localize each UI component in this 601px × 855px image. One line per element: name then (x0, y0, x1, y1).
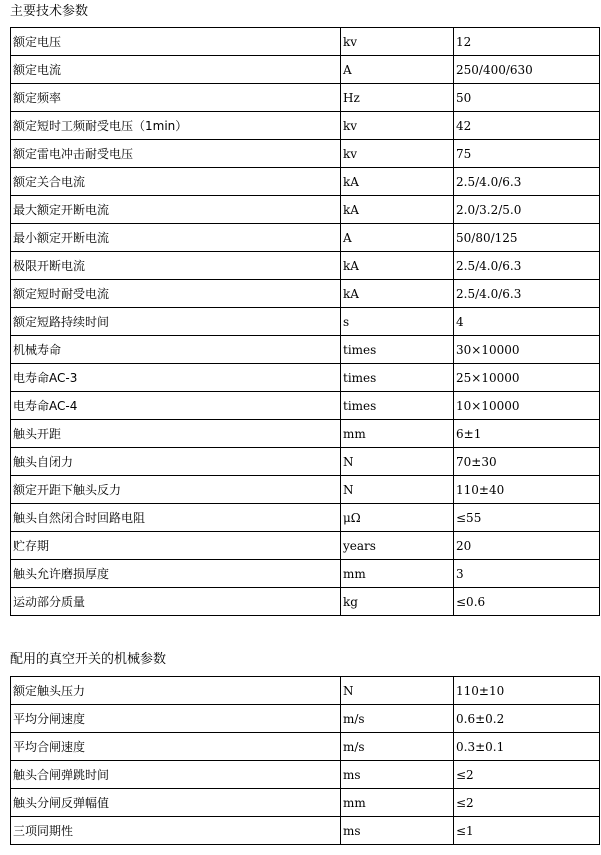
param-unit: times (341, 336, 454, 364)
param-name: 机械寿命 (11, 336, 341, 364)
param-unit: kA (341, 168, 454, 196)
param-value: 10×10000 (454, 392, 600, 420)
param-name: 电寿命AC-4 (11, 392, 341, 420)
param-unit: kg (341, 588, 454, 616)
param-name: 最小额定开断电流 (11, 224, 341, 252)
param-name: 触头自然闭合时回路电阻 (11, 504, 341, 532)
param-name: 最大额定开断电流 (11, 196, 341, 224)
param-value: 2.5/4.0/6.3 (454, 280, 600, 308)
param-value: 25×10000 (454, 364, 600, 392)
table-row (11, 308, 600, 336)
param-value: ≤0.6 (454, 588, 600, 616)
table-row (11, 168, 600, 196)
param-name: 额定电压 (11, 28, 341, 56)
param-name: 电寿命AC-3 (11, 364, 341, 392)
param-unit: ms (341, 761, 454, 789)
param-value: 2.5/4.0/6.3 (454, 252, 600, 280)
table-row (11, 280, 600, 308)
param-value: 20 (454, 532, 600, 560)
table-row (11, 476, 600, 504)
param-unit: N (341, 448, 454, 476)
mechanical-params-body (11, 677, 600, 845)
param-value: ≤2 (454, 761, 600, 789)
section-title-main-params: 主要技术参数 (10, 4, 89, 19)
param-unit: kA (341, 280, 454, 308)
param-value: 250/400/630 (454, 56, 600, 84)
param-name: 贮存期 (11, 532, 341, 560)
table-row (11, 112, 600, 140)
param-name: 运动部分质量 (11, 588, 341, 616)
param-value: 42 (454, 112, 600, 140)
param-value: 30×10000 (454, 336, 600, 364)
param-name: 触头分闸反弹幅值 (11, 789, 341, 817)
param-value: 0.6±0.2 (454, 705, 600, 733)
param-unit: kv (341, 28, 454, 56)
param-unit: A (341, 224, 454, 252)
table-row (11, 789, 600, 817)
table-row (11, 224, 600, 252)
param-unit: mm (341, 560, 454, 588)
param-name: 触头允许磨损厚度 (11, 560, 341, 588)
param-name: 极限开断电流 (11, 252, 341, 280)
param-name: 三项同期性 (11, 817, 341, 845)
param-value: 70±30 (454, 448, 600, 476)
param-value: 12 (454, 28, 600, 56)
param-name: 额定雷电冲击耐受电压 (11, 140, 341, 168)
param-name: 触头自闭力 (11, 448, 341, 476)
param-unit: kA (341, 196, 454, 224)
param-value: 50/80/125 (454, 224, 600, 252)
table-row (11, 252, 600, 280)
param-name: 触头合闸弹跳时间 (11, 761, 341, 789)
param-unit: mm (341, 789, 454, 817)
param-value: 3 (454, 560, 600, 588)
table-row (11, 364, 600, 392)
table-row (11, 420, 600, 448)
param-unit: m/s (341, 733, 454, 761)
param-value: ≤1 (454, 817, 600, 845)
table-row (11, 504, 600, 532)
param-name: 平均合闸速度 (11, 733, 341, 761)
param-name: 触头开距 (11, 420, 341, 448)
param-unit: m/s (341, 705, 454, 733)
param-unit: N (341, 677, 454, 705)
param-value: 6±1 (454, 420, 600, 448)
table-row (11, 560, 600, 588)
param-name: 额定开距下触头反力 (11, 476, 341, 504)
param-value: 75 (454, 140, 600, 168)
param-unit: mm (341, 420, 454, 448)
param-unit: A (341, 56, 454, 84)
param-name: 额定短时耐受电流 (11, 280, 341, 308)
param-value: 2.5/4.0/6.3 (454, 168, 600, 196)
table-row (11, 532, 600, 560)
section-title-mechanical-params: 配用的真空开关的机械参数 (10, 652, 167, 667)
param-name: 额定短路持续时间 (11, 308, 341, 336)
table-row (11, 84, 600, 112)
mechanical-params-table (10, 676, 600, 845)
param-unit: times (341, 392, 454, 420)
param-unit: kv (341, 112, 454, 140)
table-row (11, 56, 600, 84)
table-row (11, 817, 600, 845)
param-unit: kA (341, 252, 454, 280)
main-params-table (10, 27, 600, 616)
param-name: 额定电流 (11, 56, 341, 84)
param-name: 额定关合电流 (11, 168, 341, 196)
param-unit: N (341, 476, 454, 504)
table-row (11, 196, 600, 224)
param-value: 110±10 (454, 677, 600, 705)
param-value: 110±40 (454, 476, 600, 504)
table-row (11, 140, 600, 168)
param-value: ≤2 (454, 789, 600, 817)
param-unit: ms (341, 817, 454, 845)
table-row (11, 705, 600, 733)
table-row (11, 392, 600, 420)
param-value: 2.0/3.2/5.0 (454, 196, 600, 224)
param-value: ≤55 (454, 504, 600, 532)
param-unit: μΩ (341, 504, 454, 532)
param-name: 平均分闸速度 (11, 705, 341, 733)
param-unit: kv (341, 140, 454, 168)
table-row (11, 761, 600, 789)
param-name: 额定触头压力 (11, 677, 341, 705)
param-value: 50 (454, 84, 600, 112)
param-unit: times (341, 364, 454, 392)
table-row (11, 677, 600, 705)
param-unit: s (341, 308, 454, 336)
table-row (11, 336, 600, 364)
param-value: 4 (454, 308, 600, 336)
table-row (11, 733, 600, 761)
param-unit: Hz (341, 84, 454, 112)
param-name: 额定短时工频耐受电压（1min） (11, 112, 341, 140)
param-unit: years (341, 532, 454, 560)
param-name: 额定频率 (11, 84, 341, 112)
table-row (11, 588, 600, 616)
main-params-body (11, 28, 600, 616)
table-row (11, 448, 600, 476)
param-value: 0.3±0.1 (454, 733, 600, 761)
table-row (11, 28, 600, 56)
